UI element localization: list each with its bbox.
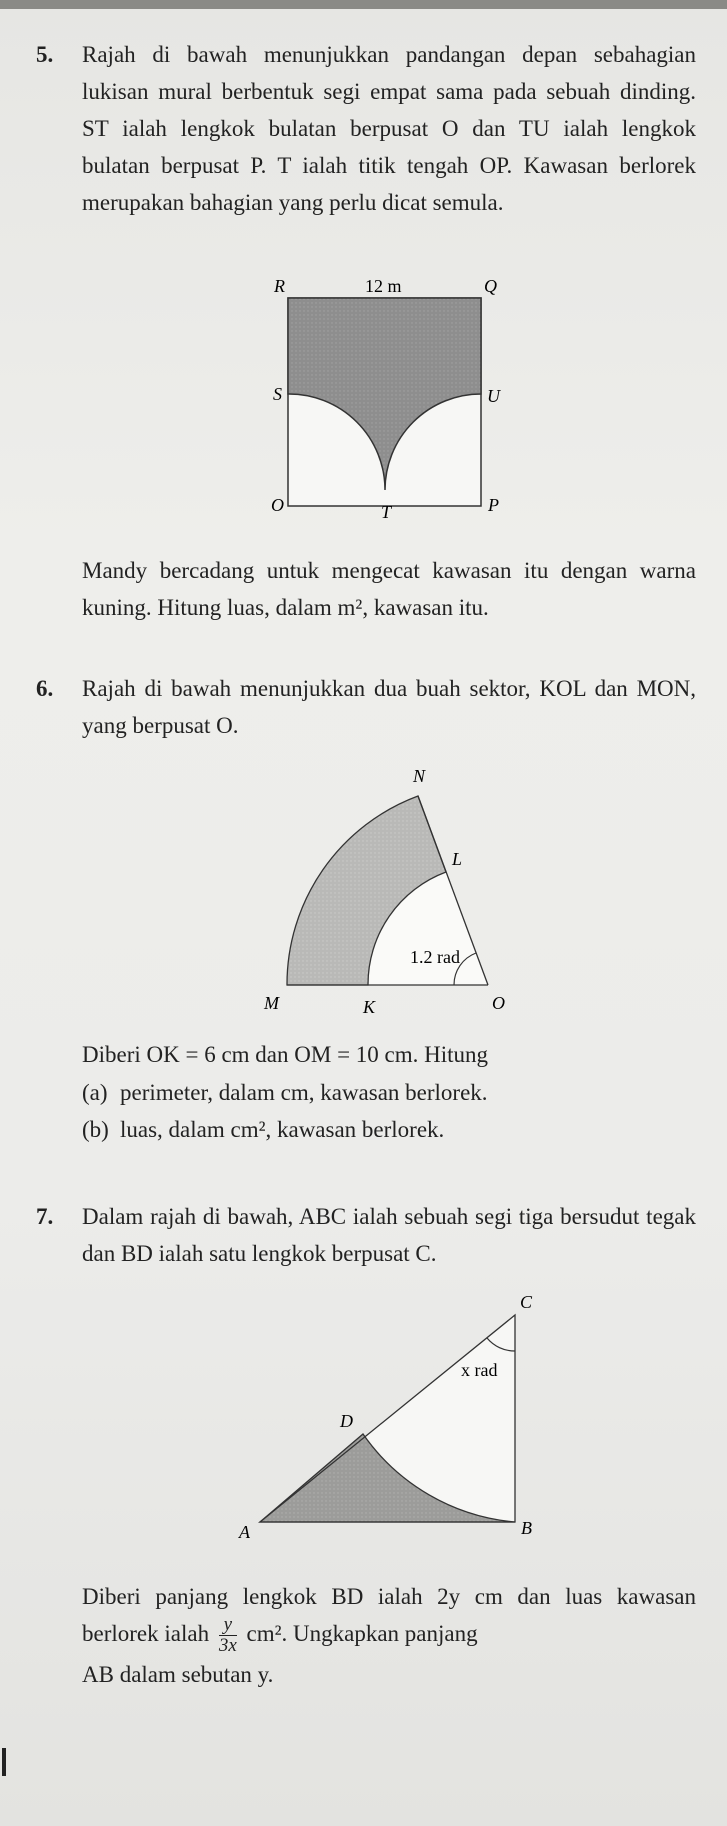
label-O: O	[271, 495, 284, 515]
question-text: Rajah di bawah menunjukkan dua buah sektor, KOL dan MON, yang berpusat O.	[82, 676, 696, 738]
part-label: (b)	[82, 1117, 109, 1142]
question-number: 6.	[36, 676, 54, 701]
question-6-part-b	[82, 1111, 444, 1148]
given-text-1: Diberi panjang lengkok BD ialah 2y cm dan luas kawasan berlorek ialah	[82, 1584, 696, 1646]
question-7-given	[82, 1578, 696, 1693]
question-5	[36, 36, 696, 221]
label-S: S	[273, 384, 282, 404]
label-L: L	[452, 849, 463, 869]
part-text: luas, dalam cm², kawasan berlorek.	[120, 1117, 445, 1142]
question-6-part-a	[82, 1074, 488, 1111]
question-5-prompt: Mandy bercadang untuk mengecat kawasan itu dengan warna kuning. Hitung luas, dalam m², kawasan itu.	[82, 558, 696, 620]
margin-mark	[2, 1748, 6, 1776]
fraction-denominator: 3x	[218, 1635, 237, 1657]
fraction	[219, 1615, 237, 1656]
diagram-triangle	[225, 1280, 555, 1560]
label-K: K	[363, 997, 376, 1017]
label-U: U	[487, 386, 500, 406]
label-angle: x rad	[461, 1360, 498, 1380]
label-R: R	[274, 276, 285, 296]
label-T: T	[381, 502, 392, 520]
label-N: N	[413, 766, 426, 786]
given-text-2: cm². Ungkapkan panjang	[246, 1621, 478, 1646]
question-number: 5.	[36, 42, 54, 67]
part-label: (a)	[82, 1080, 108, 1105]
question-text: Rajah di bawah menunjukkan pandangan depan sebahagian lukisan mural berbentuk segi empat sama pada sebuah dinding. ST ialah lengkok bulatan berpusat O dan TU ialah lengkok bulatan berpusat P. T ialah titik tengah OP. Kawasan berlorek merupakan bahagian yang perlu dicat semula.	[82, 42, 696, 215]
question-6-given: Diberi OK = 6 cm dan OM = 10 cm. Hitung	[82, 1042, 489, 1067]
label-Q: Q	[484, 276, 497, 296]
label-A: A	[239, 1522, 250, 1542]
question-7	[36, 1198, 696, 1272]
fraction-numerator: y	[219, 1615, 237, 1636]
diagram-sectors	[250, 760, 530, 1020]
label-angle: 1.2 rad	[410, 947, 460, 967]
given-text-3: AB dalam sebutan y.	[82, 1662, 274, 1688]
question-6	[36, 670, 696, 744]
diagram-mural	[255, 270, 505, 520]
question-number: 7.	[36, 1204, 54, 1229]
label-12m: 12 m	[365, 276, 402, 296]
part-text: perimeter, dalam cm, kawasan berlorek.	[120, 1080, 488, 1105]
label-C: C	[520, 1292, 533, 1312]
label-P: P	[488, 495, 499, 515]
question-text: Dalam rajah di bawah, ABC ialah sebuah segi tiga bersudut tegak dan BD ialah satu lengkok berpusat C.	[82, 1204, 696, 1266]
page-top-edge	[0, 0, 727, 9]
label-M: M	[264, 993, 279, 1013]
label-O: O	[492, 993, 505, 1013]
label-D: D	[340, 1411, 353, 1431]
label-B: B	[521, 1518, 532, 1538]
